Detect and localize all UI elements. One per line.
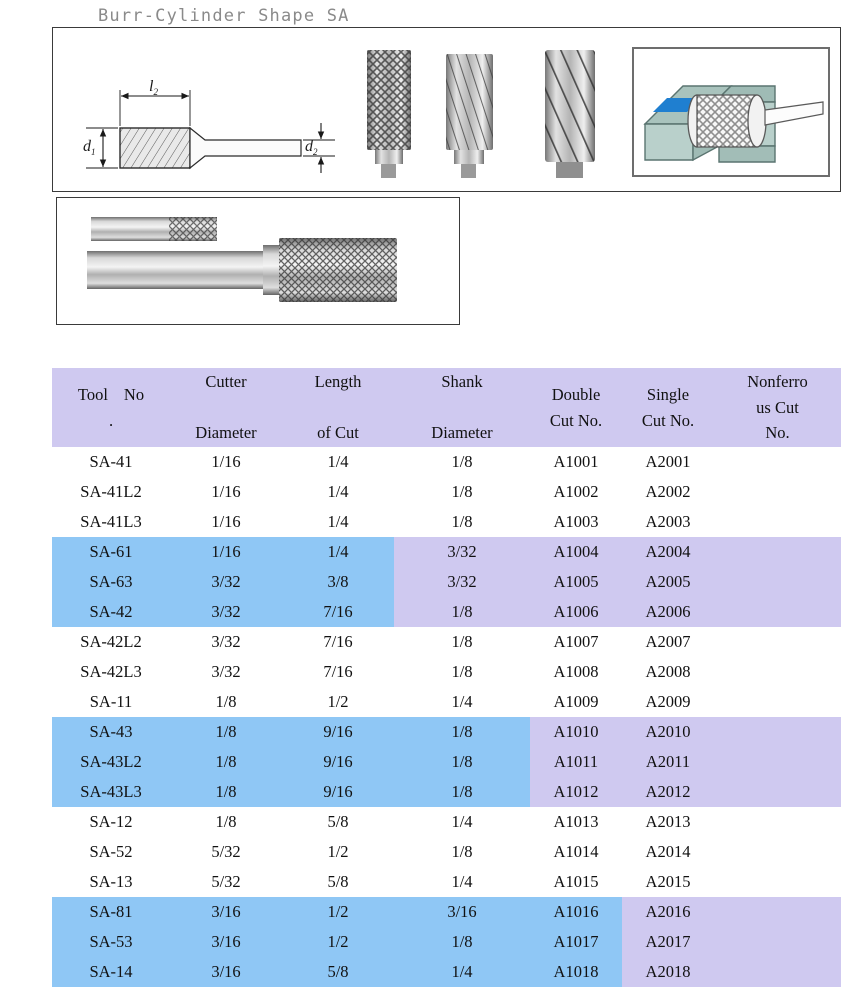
cell-tool-no: SA-41L3	[80, 512, 142, 531]
cell-shank-diameter: 1/8	[451, 512, 473, 531]
table-row[interactable]	[52, 717, 841, 747]
cell-tool-no: SA-53	[52, 927, 170, 957]
cell-length-of-cut: 1/2	[282, 927, 394, 957]
cell-length-of-cut: 5/8	[327, 872, 349, 891]
cut-pattern-photos	[353, 28, 623, 191]
table-row[interactable]	[52, 627, 841, 657]
cell-tool-no: SA-13	[89, 872, 133, 891]
cell-cutter-diameter: 3/32	[170, 567, 282, 597]
cell-single-cut-no: A2003	[645, 512, 691, 531]
cell-nonferrous-cut-no	[714, 657, 841, 687]
cell-single-cut-no: A2014	[645, 842, 691, 861]
cell-shank-diameter: 1/4	[451, 872, 473, 891]
header-no-word: No	[123, 384, 145, 404]
table-row[interactable]	[52, 867, 841, 897]
cell-shank-diameter: 1/8	[394, 597, 530, 627]
cell-double-cut-no: A1011	[530, 747, 622, 777]
specification-table	[52, 368, 841, 987]
cell-single-cut-no: A2010	[622, 717, 714, 747]
cell-length-of-cut: 1/4	[327, 512, 349, 531]
table-row[interactable]	[52, 897, 841, 927]
cell-double-cut-no: A1008	[553, 662, 599, 681]
cell-nonferrous-cut-no	[714, 777, 841, 807]
cell-single-cut-no: A2002	[645, 482, 691, 501]
table-row[interactable]	[52, 507, 841, 537]
cell-tool-no: SA-63	[52, 567, 170, 597]
cell-nonferrous-cut-no	[714, 807, 841, 837]
cell-cutter-diameter: 1/16	[211, 512, 241, 531]
cell-tool-no: SA-61	[52, 537, 170, 567]
cell-double-cut-no: A1014	[553, 842, 599, 861]
cut-photos-svg	[353, 28, 623, 191]
cell-shank-diameter: 1/8	[451, 632, 473, 651]
cell-nonferrous-cut-no	[714, 477, 841, 507]
cell-shank-diameter: 1/4	[451, 692, 473, 711]
table-row[interactable]	[52, 777, 841, 807]
cell-length-of-cut: 7/16	[323, 662, 353, 681]
product-photo-panel	[56, 197, 460, 325]
cell-nonferrous-cut-no	[714, 447, 841, 477]
cell-nonferrous-cut-no	[714, 747, 841, 777]
column-header-double-cut-no: Double Cut No.	[530, 368, 622, 447]
cell-shank-diameter: 1/8	[394, 717, 530, 747]
cell-nonferrous-cut-no	[714, 927, 841, 957]
cell-length-of-cut: 9/16	[282, 717, 394, 747]
cell-tool-no: SA-52	[89, 842, 133, 861]
cell-nonferrous-cut-no	[714, 567, 841, 597]
cell-single-cut-no: A2013	[645, 812, 691, 831]
cell-single-cut-no: A2008	[645, 662, 691, 681]
cell-single-cut-no: A2011	[622, 747, 714, 777]
cell-single-cut-no: A2004	[622, 537, 714, 567]
diagram-panel	[52, 27, 841, 192]
cell-single-cut-no: A2018	[622, 957, 714, 987]
table-row[interactable]	[52, 837, 841, 867]
cell-tool-no: SA-42	[52, 597, 170, 627]
column-header-length-of-cut: Length of Cut	[282, 368, 394, 447]
cell-single-cut-no: A2007	[645, 632, 691, 651]
cell-shank-diameter: 1/8	[451, 452, 473, 471]
table-header-row	[52, 368, 841, 447]
table-row[interactable]	[52, 657, 841, 687]
cell-single-cut-no: A2015	[645, 872, 691, 891]
cell-single-cut-no: A2016	[622, 897, 714, 927]
header-tool-dot: .	[108, 410, 114, 430]
table-row[interactable]	[52, 927, 841, 957]
cell-single-cut-no: A2017	[622, 927, 714, 957]
cell-length-of-cut: 9/16	[282, 777, 394, 807]
cell-tool-no: SA-43L2	[52, 747, 170, 777]
cell-nonferrous-cut-no	[714, 867, 841, 897]
table-row[interactable]	[52, 567, 841, 597]
cell-double-cut-no: A1003	[553, 512, 599, 531]
cell-cutter-diameter: 1/8	[170, 717, 282, 747]
table-row[interactable]	[52, 537, 841, 567]
cell-single-cut-no: A2005	[622, 567, 714, 597]
label-shank-diameter: $d_2$	[305, 138, 318, 158]
product-photos-svg	[57, 198, 458, 323]
label-cutter-diameter: $d_1$	[83, 138, 96, 158]
table-row[interactable]	[52, 807, 841, 837]
cell-double-cut-no: A1001	[553, 452, 599, 471]
cell-nonferrous-cut-no	[714, 897, 841, 927]
cell-cutter-diameter: 1/8	[215, 692, 237, 711]
cell-double-cut-no: A1007	[553, 632, 599, 651]
cell-shank-diameter: 1/8	[451, 842, 473, 861]
cell-length-of-cut: 1/4	[327, 452, 349, 471]
table-body	[52, 447, 841, 987]
cell-tool-no: SA-12	[89, 812, 133, 831]
cell-tool-no: SA-43L3	[52, 777, 170, 807]
cell-length-of-cut: 7/16	[282, 597, 394, 627]
cell-length-of-cut: 1/4	[327, 482, 349, 501]
cell-double-cut-no: A1016	[530, 897, 622, 927]
cell-cutter-diameter: 3/16	[170, 957, 282, 987]
cell-double-cut-no: A1006	[530, 597, 622, 627]
cell-tool-no: SA-81	[52, 897, 170, 927]
cell-double-cut-no: A1017	[530, 927, 622, 957]
column-header-tool-no	[52, 368, 170, 447]
cell-double-cut-no: A1005	[530, 567, 622, 597]
cell-double-cut-no: A1018	[530, 957, 622, 987]
cell-shank-diameter: 1/8	[394, 927, 530, 957]
cell-single-cut-no: A2006	[622, 597, 714, 627]
cell-cutter-diameter: 1/16	[170, 537, 282, 567]
cell-cutter-diameter: 3/32	[211, 632, 241, 651]
cell-cutter-diameter: 5/32	[211, 872, 241, 891]
cell-tool-no: SA-11	[89, 692, 133, 711]
application-svg	[623, 28, 842, 191]
burr-dimension-drawing	[53, 28, 353, 191]
cell-nonferrous-cut-no	[714, 537, 841, 567]
cell-double-cut-no: A1002	[553, 482, 599, 501]
cell-cutter-diameter: 1/8	[170, 747, 282, 777]
cell-tool-no: SA-41	[89, 452, 133, 471]
cell-length-of-cut: 7/16	[323, 632, 353, 651]
cell-double-cut-no: A1012	[530, 777, 622, 807]
table-row[interactable]	[52, 447, 841, 477]
cell-cutter-diameter: 1/8	[215, 812, 237, 831]
cell-nonferrous-cut-no	[714, 597, 841, 627]
column-header-cutter-diameter: Cutter Diameter	[170, 368, 282, 447]
cell-shank-diameter: 1/8	[394, 747, 530, 777]
cell-tool-no: SA-14	[52, 957, 170, 987]
cell-single-cut-no: A2009	[645, 692, 691, 711]
cell-length-of-cut: 5/8	[282, 957, 394, 987]
cell-cutter-diameter: 1/16	[211, 452, 241, 471]
cell-nonferrous-cut-no	[714, 627, 841, 657]
cell-double-cut-no: A1015	[553, 872, 599, 891]
dimension-drawing-svg	[53, 28, 353, 191]
cell-shank-diameter: 3/16	[394, 897, 530, 927]
cell-cutter-diameter: 3/16	[170, 897, 282, 927]
cell-shank-diameter: 1/8	[451, 662, 473, 681]
cell-cutter-diameter: 3/32	[211, 662, 241, 681]
cell-single-cut-no: A2012	[622, 777, 714, 807]
page-title: Burr-Cylinder Shape SA	[98, 6, 350, 26]
burr-nonferrous-cut-photo	[545, 50, 595, 178]
cell-cutter-diameter: 1/8	[170, 777, 282, 807]
cell-single-cut-no: A2001	[645, 452, 691, 471]
cell-length-of-cut: 1/2	[282, 897, 394, 927]
cell-tool-no: SA-42L2	[80, 632, 142, 651]
cell-nonferrous-cut-no	[714, 507, 841, 537]
cell-tool-no: SA-41L2	[80, 482, 142, 501]
cell-double-cut-no: A1010	[530, 717, 622, 747]
cell-tool-no: SA-42L3	[80, 662, 142, 681]
cell-tool-no: SA-43	[52, 717, 170, 747]
cell-double-cut-no: A1004	[530, 537, 622, 567]
cell-shank-diameter: 1/4	[394, 957, 530, 987]
cell-nonferrous-cut-no	[714, 837, 841, 867]
burr-large-product-photo	[87, 238, 397, 302]
cell-shank-diameter: 3/32	[394, 567, 530, 597]
burr-small-product-photo	[91, 217, 217, 241]
cell-length-of-cut: 5/8	[327, 812, 349, 831]
cell-double-cut-no: A1013	[553, 812, 599, 831]
column-header-single-cut-no: Single Cut No.	[622, 368, 714, 447]
cell-double-cut-no: A1009	[553, 692, 599, 711]
cell-length-of-cut: 1/2	[327, 842, 349, 861]
label-length-of-cut: $l_2$	[149, 78, 158, 98]
cell-length-of-cut: 1/2	[327, 692, 349, 711]
column-header-nonferrous-cut-no: Nonferro us Cut No.	[714, 368, 841, 447]
cell-length-of-cut: 9/16	[282, 747, 394, 777]
cell-nonferrous-cut-no	[714, 717, 841, 747]
table-row[interactable]	[52, 597, 841, 627]
cell-cutter-diameter: 3/32	[170, 597, 282, 627]
cell-shank-diameter: 1/8	[451, 482, 473, 501]
cell-shank-diameter: 1/8	[394, 777, 530, 807]
table-row[interactable]	[52, 687, 841, 717]
cell-shank-diameter: 1/4	[451, 812, 473, 831]
table-row[interactable]	[52, 477, 841, 507]
burr-single-cut-photo	[446, 54, 493, 178]
cell-cutter-diameter: 1/16	[211, 482, 241, 501]
header-tool-word: Tool	[77, 384, 108, 404]
cell-cutter-diameter: 3/16	[170, 927, 282, 957]
cell-nonferrous-cut-no	[714, 957, 841, 987]
table-row[interactable]	[52, 957, 841, 987]
cell-cutter-diameter: 5/32	[211, 842, 241, 861]
table-row[interactable]	[52, 747, 841, 777]
cell-nonferrous-cut-no	[714, 687, 841, 717]
cell-length-of-cut: 3/8	[282, 567, 394, 597]
cell-length-of-cut: 1/4	[282, 537, 394, 567]
column-header-shank-diameter: Shank Diameter	[394, 368, 530, 447]
burr-application-illustration	[623, 28, 842, 191]
burr-double-cut-photo	[367, 50, 411, 178]
cell-shank-diameter: 3/32	[394, 537, 530, 567]
